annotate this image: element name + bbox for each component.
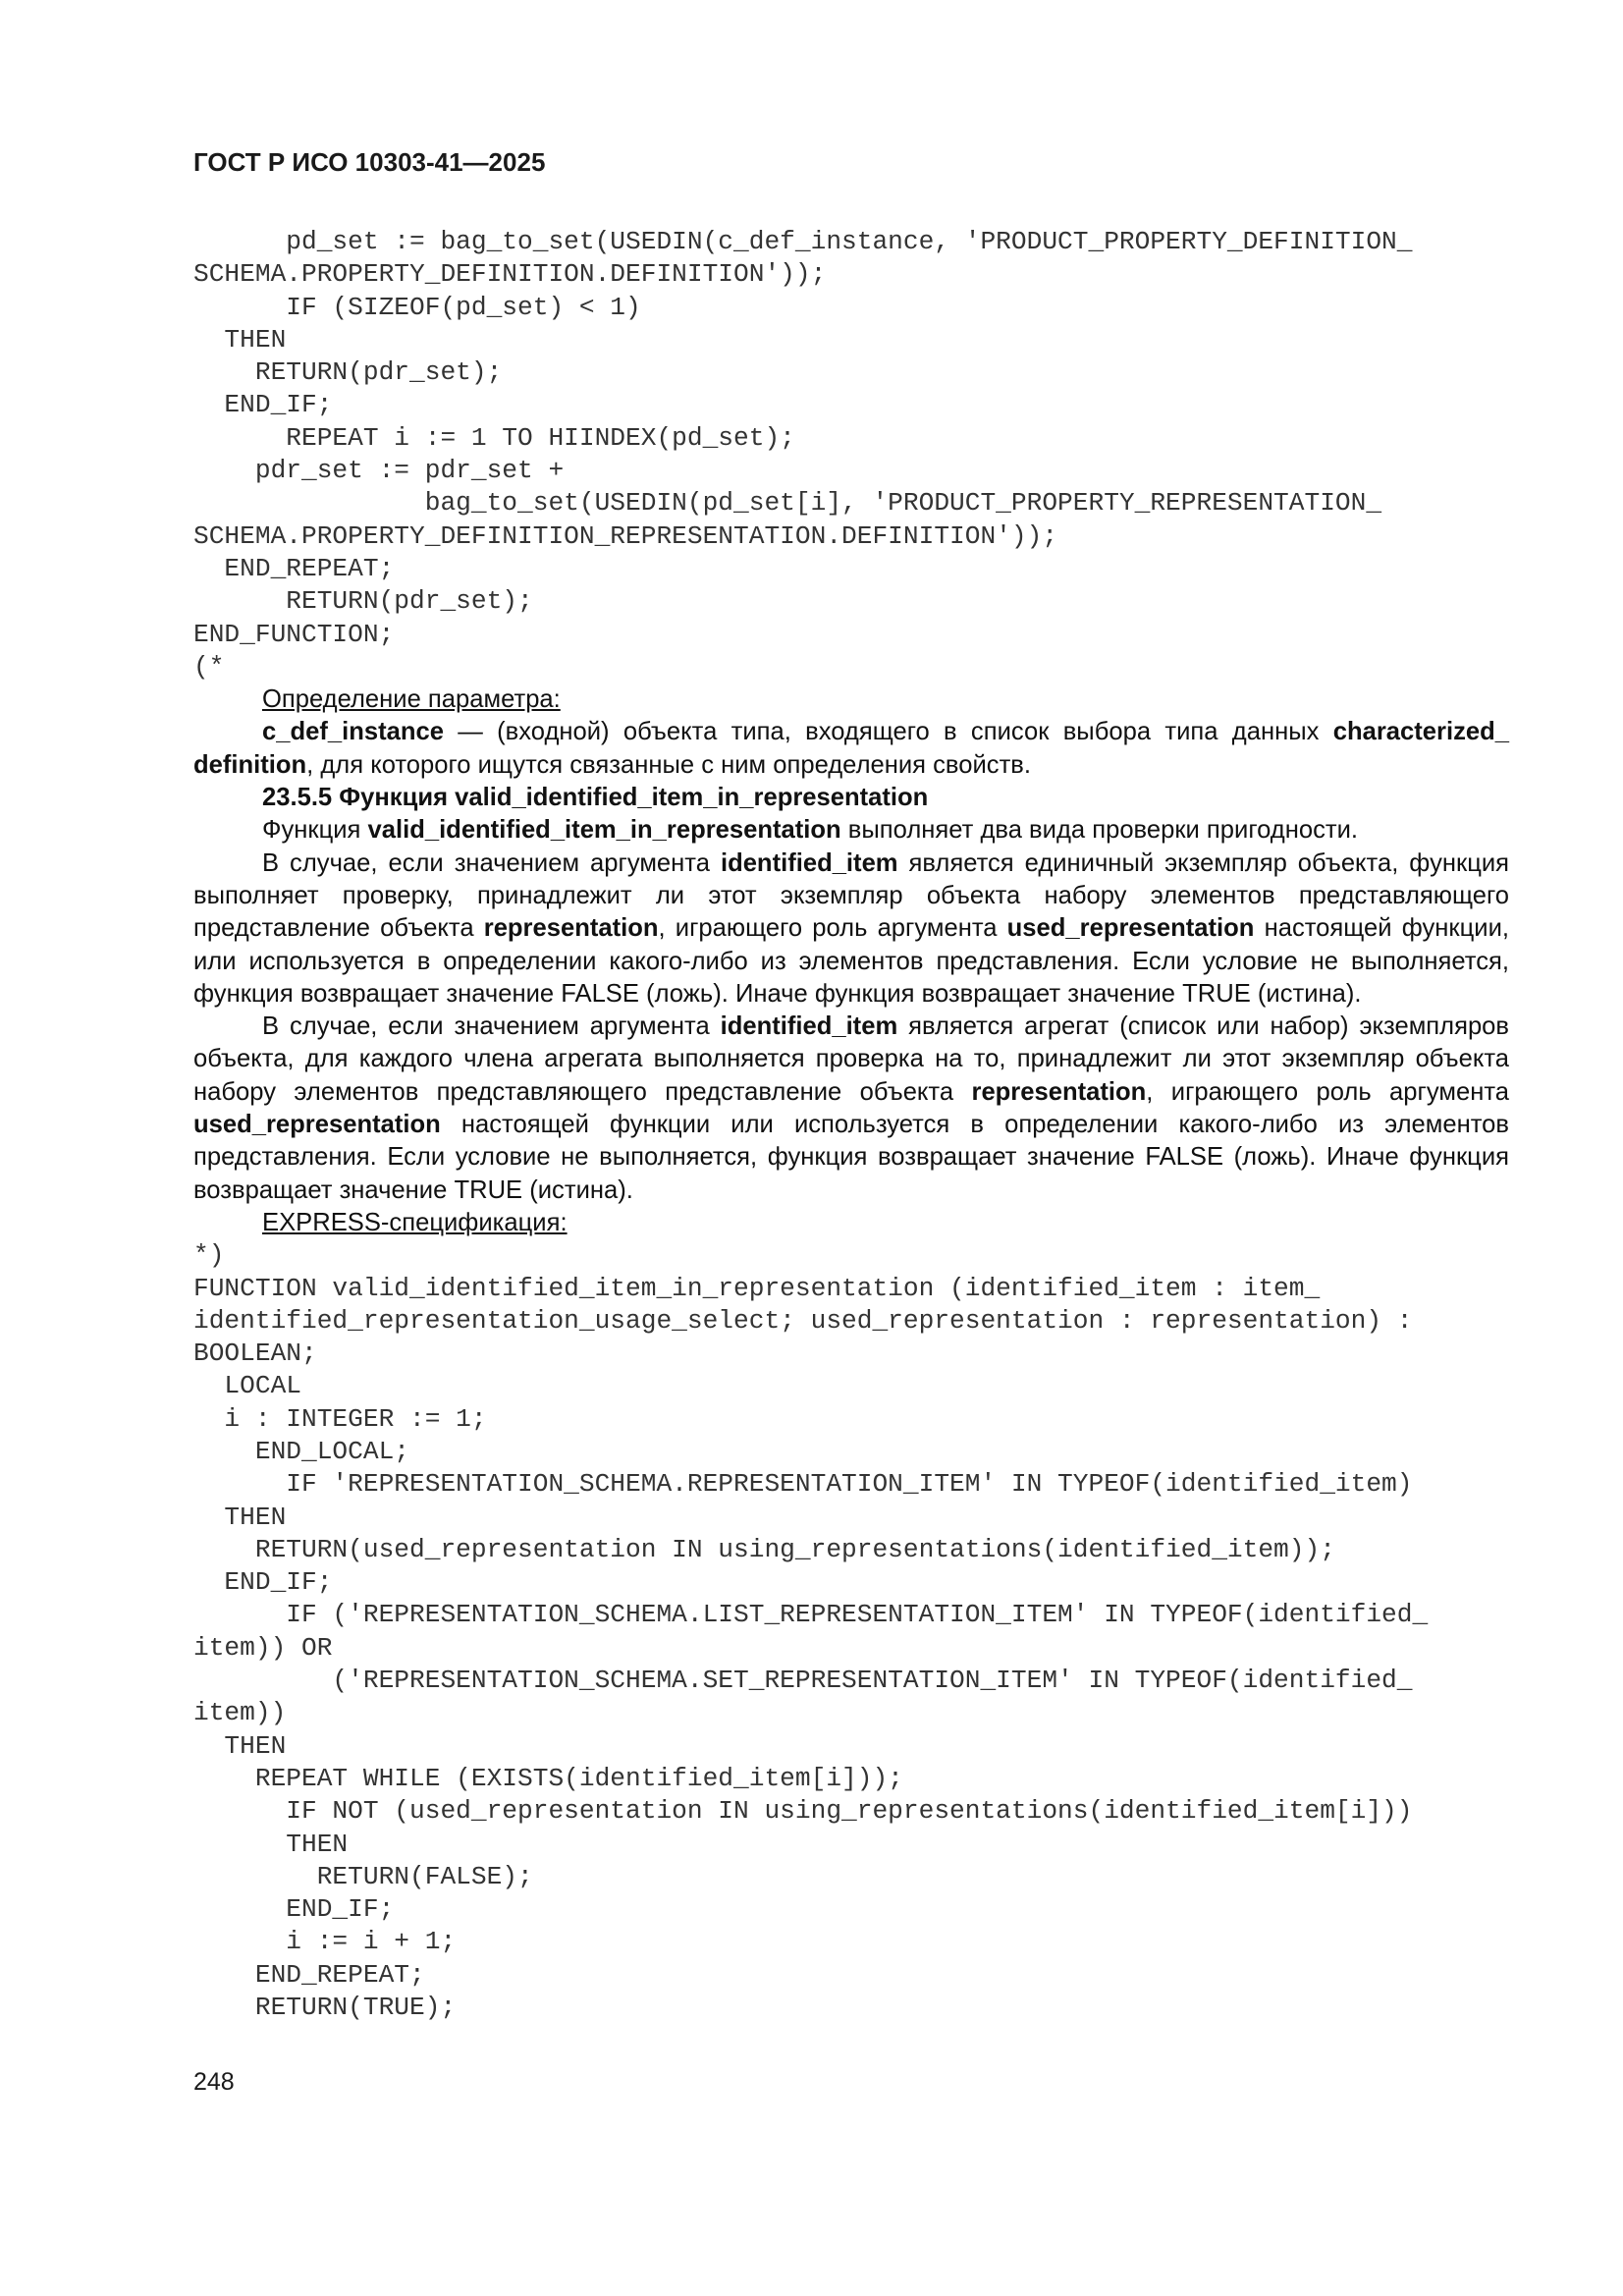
code-block-1-line: SCHEMA.PROPERTY_DEFINITION_REPRESENTATION.DEFINITION')); <box>193 520 1058 551</box>
code-block-2-line: END_LOCAL; <box>193 1436 410 1466</box>
page-number: 248 <box>193 2068 235 2096</box>
code-block-1-line: bag_to_set(USEDIN(pd_set[i], 'PRODUCT_PROPERTY_REPRESENTATION_ <box>193 488 1382 519</box>
section-heading: 23.5.5 Функция valid_identified_item_in_representation <box>262 784 929 812</box>
param-type-name: characterized_ definition <box>193 718 1509 779</box>
param-definition-text <box>193 716 1509 782</box>
code-block-1-line: IF (SIZEOF(pd_set) < 1) <box>193 292 641 322</box>
p3-text-c: является агрегат (список или набор) экземпляров объекта, для каждого члена агрегата выполняется проверка на то, принадлежит ли этот экземпляр объекта набору элементов представляющего представление объекта <box>193 1012 1510 1106</box>
param-term: c_def_instance <box>262 718 444 746</box>
p2-term-representation: representation <box>483 914 659 943</box>
p2-term-used-representation: used_representation <box>1006 914 1255 943</box>
p3-term-representation: representation <box>971 1077 1147 1106</box>
express-code-block-1 <box>193 226 1509 683</box>
p3-term-identified-item: identified_item <box>720 1012 898 1041</box>
express-code-block-2 <box>193 1239 1509 2024</box>
p2-text-g: настоящей функции, или используется в определении какого-либо из элементов представления. Если условие не выполняется, функция возвращает значение FALSE (ложь). Иначе функция возвращает значение TRUE (истина). <box>193 914 1509 1008</box>
code-block-1-line: RETURN(pdr_set); <box>193 586 533 617</box>
code-block-2-line: item)) OR <box>193 1632 333 1663</box>
p1-text-c: выполняет два вида проверки пригодности. <box>840 816 1358 845</box>
param-text-1: — (входной) объекта типа, входящего в список выбора типа данных <box>443 718 1333 746</box>
p3-text-g: настоящей функции или используется в определении какого-либо из элементов представления. Если условие не выполняется, функция возвращает значение FALSE (ложь). Иначе функция возвращает значение TRUE (истина). <box>193 1111 1509 1204</box>
p3-term-used-representation: used_representation <box>193 1111 441 1139</box>
document-header: ГОСТ Р ИСО 10303-41—2025 <box>193 147 546 177</box>
p3-text-e: , играющего роль аргумента <box>1146 1077 1509 1106</box>
code-block-2-line: END_REPEAT; <box>193 1959 425 1990</box>
code-block-2-line: THEN <box>193 1730 287 1761</box>
express-spec-title <box>193 1207 1509 1239</box>
code-block-1-line: RETURN(pdr_set); <box>193 357 503 388</box>
code-block-2-line: *) <box>193 1240 225 1271</box>
code-block-1-line: END_IF; <box>193 390 333 420</box>
code-block-2-line: ('REPRESENTATION_SCHEMA.SET_REPRESENTATION_ITEM' IN TYPEOF(identified_ <box>193 1666 1413 1696</box>
code-block-1-line: (* <box>193 651 225 682</box>
code-block-2-line: IF 'REPRESENTATION_SCHEMA.REPRESENTATION_ITEM' IN TYPEOF(identified_item) <box>193 1469 1413 1500</box>
code-block-2-line: RETURN(used_representation IN using_representations(identified_item)); <box>193 1534 1335 1564</box>
paragraph-1 <box>193 814 1509 847</box>
p2-term-identified-item: identified_item <box>720 848 898 877</box>
paragraph-3 <box>193 1011 1509 1207</box>
code-block-2-line: THEN <box>193 1829 349 1859</box>
code-block-1-line: END_FUNCTION; <box>193 619 395 649</box>
code-block-2-line: i : INTEGER := 1; <box>193 1403 487 1434</box>
p1-text-a: Функция <box>262 816 368 845</box>
code-block-2-line: RETURN(TRUE); <box>193 1993 457 2023</box>
code-block-1-line: pd_set := bag_to_set(USEDIN(c_def_instance, 'PRODUCT_PROPERTY_DEFINITION_ <box>193 227 1413 256</box>
code-block-2-line: i := i + 1; <box>193 1927 457 1957</box>
code-block-2-line: IF ('REPRESENTATION_SCHEMA.LIST_REPRESENTATION_ITEM' IN TYPEOF(identified_ <box>193 1600 1429 1630</box>
code-block-1-line: pdr_set := pdr_set + <box>193 456 565 486</box>
code-block-2-line: BOOLEAN; <box>193 1339 317 1369</box>
code-block-2-line: FUNCTION valid_identified_item_in_representation (identified_item : item_ <box>193 1273 1321 1303</box>
code-block-2-line: identified_representation_usage_select; used_representation : representation) : <box>193 1305 1413 1336</box>
code-block-2-line: END_IF; <box>193 1894 395 1925</box>
code-block-2-line: IF NOT (used_representation IN using_representations(identified_item[i])) <box>193 1796 1413 1827</box>
code-block-2-line: END_IF; <box>193 1567 333 1598</box>
param-definition-title <box>193 683 1509 716</box>
p3-text-a: В случае, если значением аргумента <box>262 1012 721 1041</box>
code-block-1-line: THEN <box>193 324 287 355</box>
page-content <box>193 226 1509 2024</box>
code-block-1-line: END_REPEAT; <box>193 553 395 583</box>
code-block-1-line: REPEAT i := 1 TO HIINDEX(pd_set); <box>193 422 795 453</box>
param-text-2: , для которого ищутся связанные с ним определения свойств. <box>306 750 1032 779</box>
p2-text-e: , играющего роль аргумента <box>658 914 1007 943</box>
express-spec-heading: EXPRESS-спецификация: <box>262 1208 568 1236</box>
code-block-2-line: item)) <box>193 1698 287 1728</box>
code-block-2-line: RETURN(FALSE); <box>193 1861 533 1891</box>
p2-text-a: В случае, если значением аргумента <box>262 848 721 877</box>
code-block-2-line: THEN <box>193 1502 287 1532</box>
p1-function-name: valid_identified_item_in_representation <box>367 816 841 845</box>
p2-text-c: является единичный экземпляр объекта, функция выполняет проверку, принадлежит ли этот экземпляр объекта набору элементов представляющего представление объекта <box>193 848 1510 943</box>
param-definition-heading: Определение параметра: <box>262 685 561 714</box>
code-block-2-line: LOCAL <box>193 1371 302 1401</box>
code-block-1-line: SCHEMA.PROPERTY_DEFINITION.DEFINITION')); <box>193 259 827 290</box>
code-block-2-line: REPEAT WHILE (EXISTS(identified_item[i])); <box>193 1763 903 1793</box>
paragraph-2 <box>193 847 1509 1011</box>
